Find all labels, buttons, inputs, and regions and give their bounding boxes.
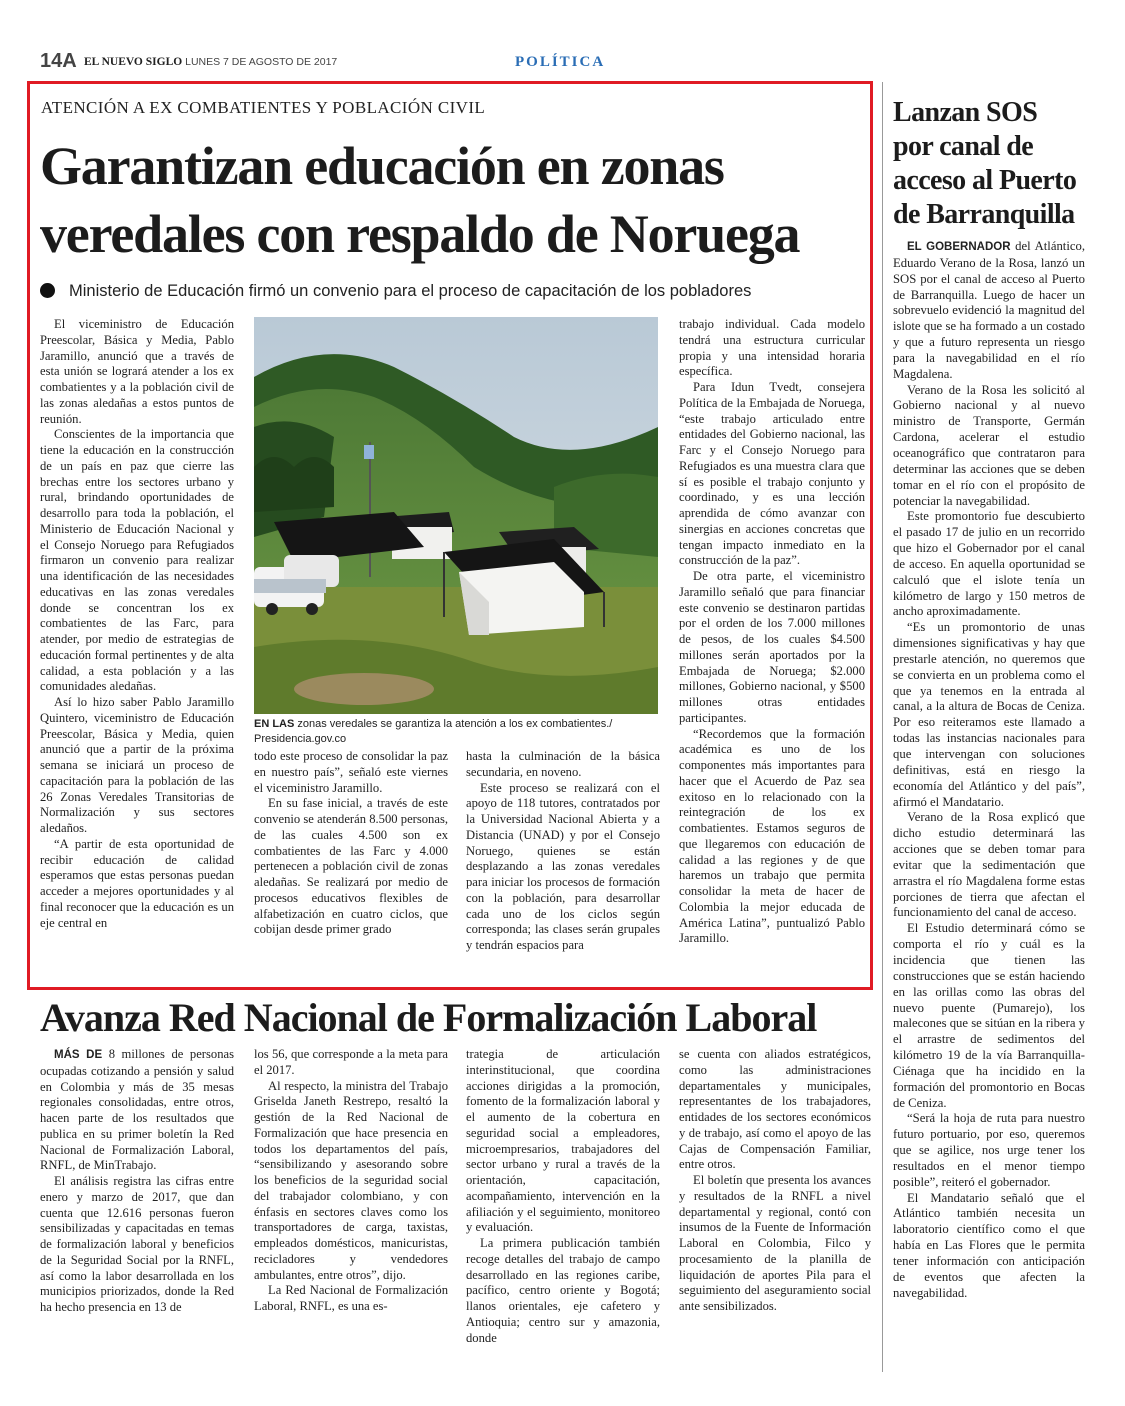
second-column-2 — [254, 1047, 448, 1315]
caption-text: zonas veredales se garantiza la atención a los ex combatientes./ Presidencia.gov.co — [254, 718, 613, 745]
paragraph: Para Idun Tvedt, consejera Política de la Embajada de Noruega, “este trabajo articulado entre entidades del Gobierno nacional, las Farc y el Consejo Noruego para Refugiados es una muestra clara que sí es posible el trabajo conjunto y coordinado, y es una lección aprendida de cómo avanzar con sinergias en acciones concretas que tengan impacto inmediato en la construcción de la paz”. — [679, 380, 865, 568]
headline-line-2: veredales con respaldo de Noruega — [40, 204, 800, 264]
paragraph: hasta la culminación de la básica secundaria, en noveno. — [466, 749, 660, 779]
side-headline-line-1: Lanzan SOS — [893, 97, 1038, 128]
side-headline-line-4: de Barranquilla — [893, 199, 1075, 230]
newspaper-name: EL NUEVO SIGLO — [84, 56, 183, 68]
article-subhead — [40, 282, 870, 301]
second-lead: MÁS DE — [54, 1049, 103, 1061]
paragraph: Verano de la Rosa explicó que dicho estudio determinará las acciones que se deben tomar para evitar que la sedimentación que arrastra el río Magdalena forme estas porciones de tierra que afectan el funcionamiento del canal de acceso. — [893, 810, 1085, 920]
bullet-icon — [40, 283, 55, 298]
section-label: POLÍTICA — [515, 54, 606, 70]
paragraph: El boletín que presenta los avances y resultados de la RNFL a nivel departamental y regional, contó con insumos de la Fuente de Información Laboral en Colombia, Filco y procesamiento de la planilla de liquidación de aportes Pila para el seguimiento del aseguramiento social ante sensibilizados. — [679, 1173, 871, 1313]
article-column-4 — [679, 317, 865, 947]
subhead-text: Ministerio de Educación firmó un convenio para el proceso de capacitación de los pobladores — [69, 282, 752, 300]
article-column-3 — [466, 749, 660, 954]
paragraph: se cuenta con aliados estratégicos, como las administraciones departamentales y municipales, representantes de los trabajadores, entidades de los sectores económicos y de trabajo, así como el apoyo de las Cajas de Compensación Familiar, entre otros. — [679, 1047, 871, 1172]
second-column-1 — [40, 1047, 234, 1316]
camp-photo-illustration — [254, 317, 658, 714]
issue-date: LUNES 7 DE AGOSTO DE 2017 — [185, 56, 338, 68]
photo-caption — [254, 717, 658, 747]
article-kicker: ATENCIÓN A EX COMBATIENTES Y POBLACIÓN CIVIL — [41, 98, 486, 117]
paragraph: “Recordemos que la formación académica es uno de los componentes más importantes para hacer que el Acuerdo de Paz sea exitoso en lo relacionado con la reintegración de los ex combatientes. Estamos seguros de que llegaremos con educación de calidad a las regiones y de que haremos un trabajo que permita consolidar la meta de hacer de Colombia la mejor educada de América Latina”, puntualizó Pablo Jaramillo. — [679, 726, 865, 946]
paragraph: Conscientes de la importancia que tiene la educación en la construcción de un país en paz que cierre las brechas entre los sectores urbano y rural, brindando oportunidades de desarrollo para toda la población, el Ministerio de Educación Nacional y el Consejo Noruego para Refugiados firmaron un convenio para realizar una identificación de las necesidades educativas en las zonas veredales donde se concentran los ex combatientes de las Farc, para atender, por medio de estrategias de educación formal pertinentes y de alta calidad, a esta población y a las comunidades aledañas. — [40, 427, 234, 694]
paragraph: “Será la hoja de ruta para nuestro futuro portuario, por eso, queremos que se agilice, nos urge tener los resultados en el menor tiempo posible”, reiteró el gobernador. — [893, 1111, 1085, 1189]
paragraph: trabajo individual. Cada modelo tendrá una estructura curricular propia y una intensidad horaria específica. — [679, 317, 865, 379]
paragraph: “A partir de esta oportunidad de recibir educación de calidad esperamos que estas personas puedan acceder a mejores oportunidades y al final reconocer que la educación es un eje central en — [40, 836, 234, 930]
paragraph: “Es un promontorio de unas dimensiones significativas y hay que prestarle atención, no queremos que se convierta en un problema como el que ya tenemos en la entrada al canal, a la altura de Bocas de Ceniza. Por eso reiteramos este llamado a todas las instancias nacionales para que intervengan con soluciones definitivas, está en riesgo la economía del Atlántico y del país”, afirmó el Mandatario. — [893, 620, 1085, 809]
paragraph: Así lo hizo saber Pablo Jaramillo Quintero, viceministro de Educación Preescolar, Básica y Media, quien anunció que a partir de la próxima semana se iniciará un proceso de capacitación para la población de las 26 Zonas Veredales Transitorias de Normalización y sus sectores aledaños. — [40, 695, 234, 835]
paragraph: El análisis registra las cifras entre enero y marzo de 2017, que dan cuenta que 12.616 personas fueron sensibilizadas y capacitadas en temas de formalización laboral y beneficios de la Seguridad Social por la RNFL, así como la labor desarrollada en los municipios priorizados, donde la Red ha hecho presencia en 13 de — [40, 1174, 234, 1314]
paragraph: Verano de la Rosa les solicitó al Gobierno nacional y al nuevo ministro de Transporte, Germán Cardona, acelerar el estudio oceanográfico que contrataron para determinar las acciones que se deben tomar en el río con el propósito de potenciar la navegabilidad. — [893, 382, 1085, 508]
paragraph: La primera publicación también recoge detalles del trabajo de campo desarrollado en las regiones caribe, pacífico, centro oriente y Bogotá; llanos orientales, eje cafetero y Antioquia; centro sur y amazonia, donde — [466, 1236, 660, 1345]
newspaper-dateline — [84, 56, 337, 68]
side-lead: EL GOBERNADOR — [907, 241, 1011, 253]
paragraph: El Estudio determinará cómo se comporta el río y cuál es la incidencia que tienen las construcciones que se están haciendo en las orillas como las obras del nuevo puente (Pumarejo), los malecones que se sitúan en la ribera y el arrastre de sedimentos del kilómetro 19 de la vía Barranquilla-Ciénaga que ha incidido en la formación del promontorio en Bocas de Ceniza. — [893, 921, 1085, 1110]
article-column-1 — [40, 317, 234, 931]
article-photo — [254, 317, 658, 714]
page-header — [40, 52, 1085, 76]
paragraph — [40, 1047, 234, 1174]
side-first-text: del Atlántico, Eduardo Verano de la Rosa, lanzó un SOS por el canal de acceso al Puerto de Barranquilla. Luego de hacer un sobrevuelo evidenció la magnitud del islote que se ha formado a un costado y que a futuro representa un riesgo para la navegabilidad en el río Magdalena. — [893, 239, 1085, 381]
paragraph: los 56, que corresponde a la meta para el 2017. — [254, 1047, 448, 1077]
side-headline-line-3: acceso al Puerto — [893, 165, 1077, 196]
paragraph: La Red Nacional de Formalización Laboral, RNFL, es una es- — [254, 1283, 448, 1313]
paragraph: Al respecto, la ministra del Trabajo Griselda Janeth Restrepo, resaltó la gestión de la Red Nacional de Formalización que hace presencia en todos los departamentos del país, “sensibilizando y asesorando sobre los beneficios de la seguridad social del trabajador colombiano, y con énfasis en sectores claves como los transportadores de carga, taxistas, empleados domésticos, manicuristas, recicladores y vendedores ambulantes, entre otros”, dijo. — [254, 1078, 448, 1282]
article-column-2 — [254, 749, 448, 938]
paragraph: De otra parte, el viceministro Jaramillo señaló que para financiar este convenio se destinaron partidas por el orden de los 7.000 millones de pesos, de los cuales $4.500 millones serán aportados por la Embajada de Noruega; $2.000 millones, Gobierno nacional, y $500 millones otras entidades participantes. — [679, 569, 865, 725]
caption-lead: EN LAS — [254, 718, 295, 730]
second-column-3 — [466, 1047, 660, 1346]
paragraph: trategia de articulación interinstitucional, que coordina acciones dirigidas a la promoción, fomento de la formalización laboral y el aumento de la cobertura en seguridad social a empleadores, microempresarios, trabajadores del sector urbano y rural a través de la orientación, capacitación, acompañamiento, intervención en la afiliación y el seguimiento, monitoreo y evaluación. — [466, 1047, 660, 1235]
side-headline-line-2: por canal de — [893, 131, 1034, 162]
paragraph: El viceministro de Educación Preescolar, Básica y Media, Pablo Jaramillo, anunció que a través de esta unión se logrará atender a los ex combatientes y a la población civil de las zonas aledañas a estos puntos de reunión. — [40, 317, 234, 426]
headline-line-1: Garantizan educación en zonas — [40, 136, 724, 196]
side-article-body — [893, 239, 1085, 1302]
paragraph: El Mandatario señaló que el Atlántico también necesita un laboratorio científico como el que había en Las Flores que le permita tener información con anticipación de eventos que afecten la navegabilidad. — [893, 1190, 1085, 1300]
column-divider — [882, 82, 883, 1372]
paragraph: En su fase inicial, a través de este convenio se atenderán 8.500 personas, de las cuales 4.500 son ex combatientes de las Farc y 4.000 pertenecen a población civil de zonas aledañas. Se realizará por medio de procesos educativos flexibles de alfabetización en cuatro ciclos, que cobijan desde primer grado — [254, 796, 448, 937]
second-article-headline: Avanza Red Nacional de Formalización Laboral — [40, 995, 817, 1040]
paragraph — [893, 239, 1085, 383]
page-number: 14A — [40, 50, 77, 72]
second-column-4 — [679, 1047, 871, 1315]
side-article-headline — [893, 96, 1088, 232]
article-headline — [40, 132, 870, 268]
paragraph: todo este proceso de consolidar la paz en nuestro país”, señaló este viernes el viceministro Jaramillo. — [254, 749, 448, 795]
paragraph: Este promontorio fue descubierto el pasado 17 de julio en un recorrido que hizo el Gobernador por el canal de acceso. En aquella oportunidad se calculó que el islote tenía un kilómetro de largo y 150 metros de ancho aproximadamente. — [893, 509, 1085, 619]
second-first-text: 8 millones de personas ocupadas cotizando a pensión y salud en Colombia y más de 35 mesas regionales consolidadas, entre otros, hacen parte de los resultados que publica en su primer boletín la Red Nacional de Formalización Laboral, RNFL, de MinTrabajo. — [40, 1047, 234, 1173]
paragraph: Este proceso se realizará con el apoyo de 118 tutores, contratados por la Universidad Nacional Abierta y a Distancia (UNAD) y por el Consejo Noruego, quienes se están desplazando a las zonas veredales para iniciar los procesos de formación con la población, para desarrollar cada uno de los ciclos según corresponda; las clases serán grupales y tendrán espacios para — [466, 780, 660, 952]
